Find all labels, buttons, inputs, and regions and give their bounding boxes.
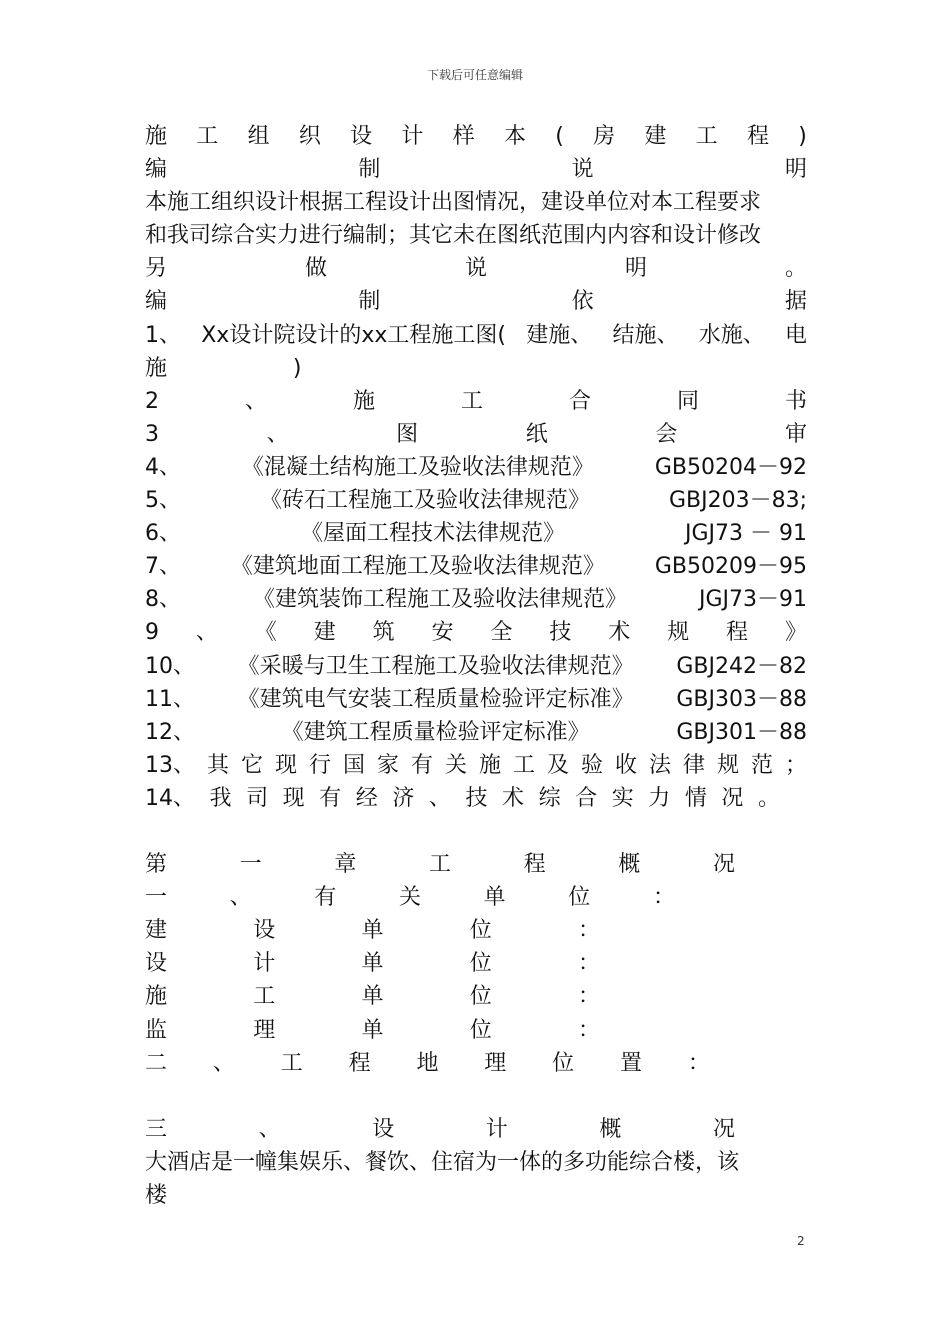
text-segment: 全: [490, 620, 513, 646]
text-segment: 工: [253, 984, 276, 1010]
text-segment: 监: [145, 1017, 168, 1043]
text-line: [145, 285, 807, 318]
text-segment: 关: [444, 752, 467, 778]
text-segment: 《建筑装饰工程施工及验收法律规范》: [252, 587, 627, 613]
text-segment: 本: [503, 124, 526, 149]
text-line: [145, 749, 807, 782]
text-segment: 位: [552, 1050, 575, 1076]
text-segment: 位: [568, 885, 591, 911]
text-segment: 计: [401, 124, 424, 149]
text-segment: 7、: [145, 554, 181, 580]
text-line: 楼: [145, 1183, 168, 1208]
text-segment: 程: [726, 620, 749, 646]
text-segment: 同: [676, 388, 699, 414]
text-segment: 10、: [145, 653, 195, 679]
text-segment: 施: [145, 124, 168, 149]
text-segment: 制: [358, 157, 381, 183]
text-segment: GBJ303－88: [676, 686, 807, 712]
text-segment: 况: [712, 1116, 735, 1142]
text-segment: 14、: [145, 785, 195, 811]
text-segment: 会: [655, 421, 678, 447]
text-segment: 说: [464, 256, 487, 282]
text-segment: 概: [618, 852, 641, 878]
text-line: [145, 914, 600, 947]
text-segment: GBJ242－82: [676, 653, 807, 679]
text-segment: 另: [145, 256, 168, 282]
text-line: [145, 352, 807, 385]
text-segment: 有: [319, 785, 342, 811]
text-segment: 概: [599, 1116, 622, 1142]
text-segment: 水施、: [698, 322, 765, 348]
text-segment: 做: [304, 256, 327, 282]
text-segment: 编: [145, 157, 168, 183]
text-line: [145, 881, 675, 914]
text-line: [145, 947, 600, 980]
text-segment: 设: [372, 1116, 395, 1142]
text-segment: 建施、: [526, 322, 593, 348]
text-segment: 建: [145, 918, 168, 944]
text-segment: 《屋面工程技术法律规范》: [300, 521, 565, 547]
text-segment: 《建筑电气安装工程质量检验评定标准》: [237, 686, 634, 712]
text-segment: 合: [575, 785, 598, 811]
text-line: 和我司综合实力进行编制；其它未在图纸范围内内容和设计修改: [145, 223, 762, 249]
text-segment: 《: [254, 620, 277, 646]
text-segment: 。: [757, 785, 780, 811]
text-segment: 建: [644, 124, 667, 149]
text-segment: 单: [483, 885, 506, 911]
text-line: [145, 716, 807, 749]
text-segment: 13、: [145, 752, 195, 778]
text-segment: 。: [784, 256, 807, 282]
text-line: [145, 153, 807, 186]
text-segment: ：: [577, 1017, 600, 1043]
text-segment: JGJ73－91: [698, 587, 807, 613]
text-line: [145, 484, 807, 517]
text-segment: 工: [196, 124, 219, 149]
text-segment: 一: [239, 852, 262, 878]
text-segment: ：: [652, 885, 675, 911]
text-segment: 审: [784, 421, 807, 447]
text-line: [145, 650, 807, 683]
text-segment: 施: [145, 355, 168, 381]
text-segment: 4、: [145, 454, 181, 480]
text-line: [145, 418, 807, 451]
text-segment: 1、: [145, 322, 181, 348]
text-segment: 、: [195, 620, 218, 646]
text-segment: 规: [667, 620, 690, 646]
text-segment: 6、: [145, 521, 181, 547]
text-segment: 设: [253, 918, 276, 944]
text-segment: 织: [298, 124, 321, 149]
text-segment: 计: [253, 951, 276, 977]
text-segment: 行: [308, 752, 331, 778]
text-segment: 编: [145, 289, 168, 315]
text-segment: 三: [145, 1116, 168, 1142]
text-segment: 单: [361, 918, 384, 944]
blank-line: [145, 1080, 807, 1113]
text-segment: 况: [721, 785, 744, 811]
text-line: 大酒店是一幢集娱乐、餐饮、住宿为一体的多功能综合楼，该: [145, 1149, 740, 1175]
text-line: 本施工组织设计根据工程设计出图情况，建设单位对本工程要求: [145, 190, 762, 216]
text-segment: 明: [624, 256, 647, 282]
text-line: [145, 517, 807, 550]
text-segment: 律: [682, 752, 705, 778]
text-segment: 司: [246, 785, 269, 811]
text-segment: 程: [746, 124, 769, 149]
text-line: [145, 1047, 710, 1080]
text-segment: 术: [608, 620, 631, 646]
text-segment: 安: [431, 620, 454, 646]
text-segment: 法: [648, 752, 671, 778]
text-segment: ；: [784, 752, 807, 778]
text-segment: 》: [784, 620, 807, 646]
text-segment: 况: [712, 852, 735, 878]
text-segment: ：: [687, 1050, 710, 1076]
text-segment: 、: [244, 388, 267, 414]
text-segment: 3: [145, 421, 159, 447]
text-segment: 实: [611, 785, 634, 811]
text-segment: 工: [460, 388, 483, 414]
text-segment: 房: [593, 124, 616, 149]
text-segment: 理: [253, 1017, 276, 1043]
text-segment: 施: [145, 984, 168, 1010]
text-segment: 有: [314, 885, 337, 911]
text-line: [145, 252, 807, 285]
text-segment: 验: [580, 752, 603, 778]
text-segment: 情: [684, 785, 707, 811]
text-segment: 书: [784, 388, 807, 414]
text-segment: 一: [145, 885, 168, 911]
text-segment: JGJ73 － 91: [684, 521, 807, 547]
text-segment: 位: [469, 1017, 492, 1043]
text-segment: GBJ203－83;: [668, 488, 807, 514]
text-segment: 、: [229, 885, 252, 911]
text-segment: 合: [568, 388, 591, 414]
text-segment: 、: [258, 1116, 281, 1142]
text-segment: ): [798, 124, 807, 149]
text-segment: 家: [376, 752, 399, 778]
text-line: [145, 683, 807, 716]
text-segment: 技: [549, 620, 572, 646]
text-segment: 《采暖与卫生工程施工及验收法律规范》: [237, 653, 634, 679]
text-segment: 力: [648, 785, 671, 811]
text-segment: 其: [206, 752, 229, 778]
text-line: [145, 583, 807, 616]
text-segment: 范: [750, 752, 773, 778]
text-segment: 、: [212, 1050, 235, 1076]
text-segment: ：: [577, 951, 600, 977]
text-segment: 工: [280, 1050, 303, 1076]
text-segment: 工: [695, 124, 718, 149]
text-segment: 12、: [145, 719, 195, 745]
text-segment: 电: [784, 322, 807, 348]
text-segment: 图: [396, 421, 419, 447]
text-segment: 《建筑工程质量检验评定标准》: [281, 719, 590, 745]
text-segment: 9: [145, 620, 159, 646]
text-segment: 程: [523, 852, 546, 878]
text-segment: 结施、: [612, 322, 679, 348]
text-segment: 二: [145, 1050, 168, 1076]
text-segment: 施: [352, 388, 375, 414]
text-segment: 筑: [372, 620, 395, 646]
text-segment: 设: [145, 951, 168, 977]
text-segment: 国: [342, 752, 365, 778]
text-segment: 第: [145, 852, 168, 878]
text-segment: 程: [348, 1050, 371, 1076]
text-segment: 据: [784, 289, 807, 315]
text-segment: 章: [334, 852, 357, 878]
text-line: [145, 319, 807, 352]
text-segment: 术: [502, 785, 525, 811]
text-segment: 11、: [145, 686, 195, 712]
text-line: [145, 385, 807, 418]
text-segment: (: [555, 124, 564, 149]
text-segment: GBJ301－88: [676, 719, 807, 745]
text-segment: 说: [571, 157, 594, 183]
text-segment: 样: [452, 124, 475, 149]
text-segment: 施: [478, 752, 501, 778]
text-segment: ): [167, 355, 302, 381]
text-segment: 关: [398, 885, 421, 911]
text-segment: ：: [577, 918, 600, 944]
text-segment: 《混凝土结构施工及验收法律规范》: [241, 454, 594, 480]
text-segment: 工: [428, 852, 451, 878]
text-segment: 单: [361, 951, 384, 977]
text-segment: 综: [538, 785, 561, 811]
text-segment: 建: [313, 620, 336, 646]
text-segment: 明: [784, 157, 807, 183]
text-segment: 现: [282, 785, 305, 811]
document-body: [145, 120, 807, 1212]
text-segment: 8、: [145, 587, 181, 613]
text-segment: 纸: [525, 421, 548, 447]
text-segment: 及: [546, 752, 569, 778]
text-segment: 《建筑地面工程施工及验收法律规范》: [230, 554, 605, 580]
text-segment: 现: [274, 752, 297, 778]
text-segment: 工: [512, 752, 535, 778]
text-segment: 单: [361, 1017, 384, 1043]
text-segment: 技: [465, 785, 488, 811]
text-segment: 我: [209, 785, 232, 811]
text-line: [145, 980, 600, 1013]
text-segment: 设: [350, 124, 373, 149]
text-segment: 经: [355, 785, 378, 811]
text-segment: 单: [361, 984, 384, 1010]
text-segment: 、: [428, 785, 451, 811]
text-line: [145, 451, 807, 484]
text-segment: 位: [469, 984, 492, 1010]
text-segment: ：: [577, 984, 600, 1010]
text-line: [145, 848, 735, 881]
text-segment: 位: [469, 951, 492, 977]
blank-line: [145, 815, 807, 848]
text-segment: 济: [392, 785, 415, 811]
text-segment: 位: [469, 918, 492, 944]
text-segment: 组: [247, 124, 270, 149]
text-line: [145, 782, 780, 815]
text-segment: 制: [358, 289, 381, 315]
text-segment: GB50209－95: [654, 554, 807, 580]
text-segment: 有: [410, 752, 433, 778]
text-segment: 依: [571, 289, 594, 315]
text-segment: Xx设计院设计的xx工程施工图(: [201, 322, 506, 348]
text-segment: 5、: [145, 488, 181, 514]
text-segment: 计: [485, 1116, 508, 1142]
text-segment: 、: [266, 421, 289, 447]
page-number: 2: [797, 1234, 805, 1248]
text-segment: 2: [145, 388, 159, 414]
text-segment: 它: [240, 752, 263, 778]
text-line: [145, 616, 807, 649]
text-segment: GB50204－92: [654, 454, 807, 480]
text-line: [145, 120, 807, 153]
text-segment: 规: [716, 752, 739, 778]
text-segment: 地: [416, 1050, 439, 1076]
text-segment: 理: [484, 1050, 507, 1076]
text-segment: 收: [614, 752, 637, 778]
text-line: [145, 1014, 600, 1047]
text-line: [145, 550, 807, 583]
page-header: 下载后可任意编辑: [426, 68, 523, 82]
text-line: [145, 1113, 735, 1146]
text-segment: 置: [620, 1050, 643, 1076]
text-segment: 《砖石工程施工及验收法律规范》: [259, 488, 590, 514]
